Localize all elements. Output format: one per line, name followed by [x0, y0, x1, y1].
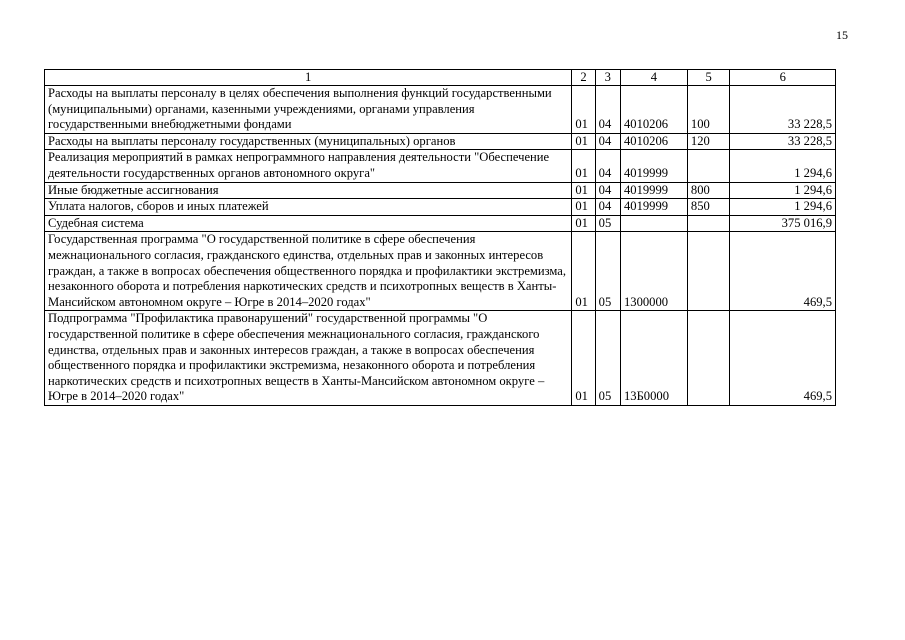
table-row: [45, 215, 836, 232]
row-col3: 04: [595, 86, 620, 134]
table-row: [45, 133, 836, 150]
row-col4: 13Б0000: [620, 311, 687, 406]
row-col6: 469,5: [730, 311, 836, 406]
row-col4: 4019999: [620, 199, 687, 216]
row-name: Судебная система: [45, 215, 572, 232]
column-header-2: 2: [572, 70, 595, 86]
row-col5: 100: [687, 86, 730, 134]
page-number: 15: [836, 28, 848, 42]
row-col6: 33 228,5: [730, 133, 836, 150]
table-row: [45, 232, 836, 311]
row-col4: 1300000: [620, 232, 687, 311]
table-row: [45, 86, 836, 134]
row-col3: 04: [595, 150, 620, 182]
row-col5: 850: [687, 199, 730, 216]
row-col2: 01: [572, 232, 595, 311]
row-col5: [687, 311, 730, 406]
row-col3: 05: [595, 215, 620, 232]
column-header-3: 3: [595, 70, 620, 86]
row-name: Государственная программа "О государственной политике в сфере обеспечения межнационального согласия, гражданского единства, отдельных прав и законных интересов граждан, а также в вопросах обеспечения общественного порядка и профилактики экстремизма, незаконного оборота и потребления наркотических средств и психотропных веществ в Ханты-Мансийском автономном округе – Югре в 2014–2020 годах": [45, 232, 572, 311]
row-col3: 04: [595, 133, 620, 150]
column-header-4: 4: [620, 70, 687, 86]
row-col3: 05: [595, 232, 620, 311]
table-row: [45, 182, 836, 199]
row-name: Уплата налогов, сборов и иных платежей: [45, 199, 572, 216]
row-name: Расходы на выплаты персоналу государственных (муниципальных) органов: [45, 133, 572, 150]
row-col5: [687, 150, 730, 182]
column-header-1: 1: [45, 70, 572, 86]
row-col4: 4019999: [620, 150, 687, 182]
table-header-row: [45, 70, 836, 86]
budget-table: [44, 69, 836, 406]
row-col5: 800: [687, 182, 730, 199]
row-col2: 01: [572, 86, 595, 134]
row-name: Реализация мероприятий в рамках непрограммного направления деятельности "Обеспечение деятельности государственных органов автономного округа": [45, 150, 572, 182]
row-col6: 1 294,6: [730, 182, 836, 199]
row-col2: 01: [572, 133, 595, 150]
table-row: [45, 311, 836, 406]
row-col6: 1 294,6: [730, 199, 836, 216]
row-col6: 375 016,9: [730, 215, 836, 232]
row-col2: 01: [572, 215, 595, 232]
row-col6: 469,5: [730, 232, 836, 311]
row-col4: 4019999: [620, 182, 687, 199]
row-col2: 01: [572, 199, 595, 216]
row-col2: 01: [572, 311, 595, 406]
row-col4: [620, 215, 687, 232]
column-header-5: 5: [687, 70, 730, 86]
column-header-6: 6: [730, 70, 836, 86]
table-row: [45, 150, 836, 182]
row-col4: 4010206: [620, 86, 687, 134]
row-name: Расходы на выплаты персоналу в целях обеспечения выполнения функций государственными (муниципальными) органами, казенными учреждениями, органами управления государственными внебюджетными фондами: [45, 86, 572, 134]
row-col5: 120: [687, 133, 730, 150]
row-col2: 01: [572, 182, 595, 199]
row-col3: 05: [595, 311, 620, 406]
row-col5: [687, 232, 730, 311]
row-col4: 4010206: [620, 133, 687, 150]
row-col2: 01: [572, 150, 595, 182]
row-col3: 04: [595, 199, 620, 216]
row-name: Иные бюджетные ассигнования: [45, 182, 572, 199]
row-col6: 33 228,5: [730, 86, 836, 134]
row-col6: 1 294,6: [730, 150, 836, 182]
row-name: Подпрограмма "Профилактика правонарушений" государственной программы "О государственной политике в сфере обеспечения межнационального согласия, гражданского единства, отдельных прав и законных интересов граждан, а также в вопросах обеспечения общественного порядка и профилактики экстремизма, незаконного оборота и потребления наркотических средств и психотропных веществ в Ханты-Мансийском автономном округе – Югре в 2014–2020 годах": [45, 311, 572, 406]
row-col5: [687, 215, 730, 232]
row-col3: 04: [595, 182, 620, 199]
table-row: [45, 199, 836, 216]
